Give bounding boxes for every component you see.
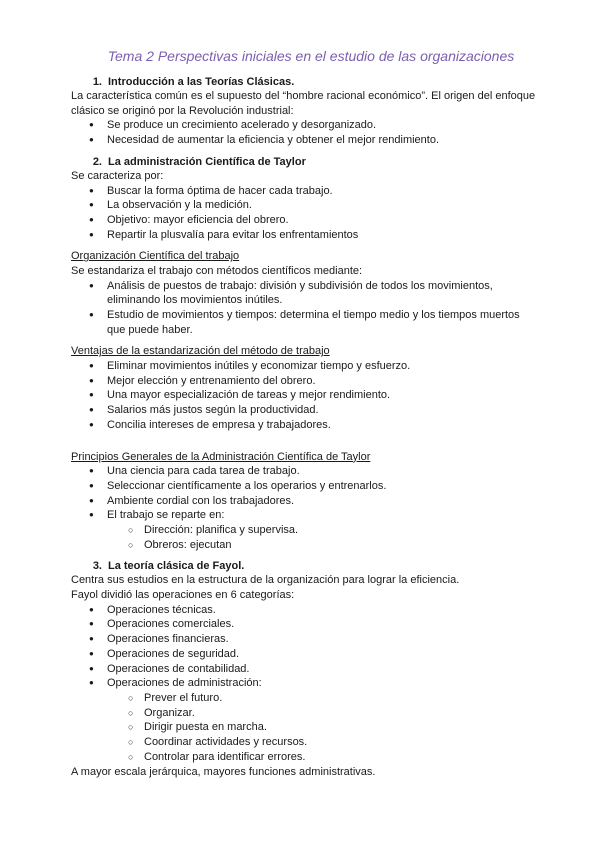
list-item: ● Operaciones de seguridad. <box>71 647 541 662</box>
list-item: ● El trabajo se reparte en: <box>71 508 541 523</box>
list-item: ● Operaciones financieras. <box>71 632 541 647</box>
list-item: ● La observación y la medición. <box>71 198 541 213</box>
list-item: ● Concilia intereses de empresa y trabajadores. <box>71 418 541 433</box>
list-item: ● Análisis de puestos de trabajo: división y subdivisión de todos los movimientos, eliminando los movimientos inútiles. <box>71 279 541 308</box>
sub-list-item: ○ Dirección: planifica y supervisa. <box>71 523 541 538</box>
list-item: ● Mejor elección y entrenamiento del obrero. <box>71 374 541 389</box>
list-item: ● Salarios más justos según la productividad. <box>71 403 541 418</box>
principios-sublist <box>71 523 541 552</box>
ventajas-list <box>71 359 541 433</box>
list-item: ● Una mayor especialización de tareas y mejor rendimiento. <box>71 388 541 403</box>
list-item: ● Operaciones de contabilidad. <box>71 662 541 677</box>
section-3-paragraph-1: Centra sus estudios en la estructura de la organización para lograr la eficiencia. <box>71 574 460 587</box>
sub-list-item: ○ Prever el futuro. <box>71 691 541 706</box>
section-3-list <box>71 603 541 691</box>
section-3-closing: A mayor escala jerárquica, mayores funciones administrativas. <box>71 765 376 778</box>
principios-subheading: Principios Generales de la Administración Científica de Taylor <box>71 450 371 463</box>
list-item: ● Necesidad de aumentar la eficiencia y obtener el mejor rendimiento. <box>71 133 541 148</box>
sub-list-item: ○ Obreros: ejecutan <box>71 538 541 553</box>
sub-list-item: ○ Dirigir puesta en marcha. <box>71 720 541 735</box>
section-1-number: 1. <box>92 76 102 88</box>
section-1-heading <box>71 75 541 89</box>
section-3-paragraph-2: Fayol dividió las operaciones en 6 categorías: <box>71 589 295 602</box>
list-item: ● Una ciencia para cada tarea de trabajo. <box>71 464 541 479</box>
section-3-title: La teoría clásica de Fayol. <box>108 560 245 573</box>
sub-list-item: ○ Organizar. <box>71 706 541 721</box>
document-page <box>71 48 541 779</box>
list-item: ● Buscar la forma óptima de hacer cada trabajo. <box>71 184 541 199</box>
org-list <box>71 279 541 338</box>
org-intro: Se estandariza el trabajo con métodos científicos mediante: <box>71 264 363 277</box>
section-2-heading <box>71 155 541 169</box>
list-item: ● Repartir la plusvalía para evitar los enfrentamientos <box>71 228 541 243</box>
list-item: ● Objetivo: mayor eficiencia del obrero. <box>71 213 541 228</box>
section-3-sublist <box>71 691 541 765</box>
list-item: ● Operaciones técnicas. <box>71 603 541 618</box>
section-2-number: 2. <box>92 155 102 168</box>
section-1-paragraph: La característica común es el supuesto del “hombre racional económico”. El origen del enfoque clásico se originó por la Revolución industrial: <box>71 90 536 117</box>
list-item: ● Operaciones comerciales. <box>71 617 541 632</box>
list-item: ● Se produce un crecimiento acelerado y desorganizado. <box>71 118 541 133</box>
sub-list-item: ○ Coordinar actividades y recursos. <box>71 735 541 750</box>
section-2-intro: Se caracteriza por: <box>71 169 164 182</box>
section-3-heading <box>71 559 541 573</box>
section-3-number: 3. <box>92 560 102 573</box>
section-1-title: Introducción a las Teorías Clásicas. <box>108 76 295 88</box>
list-item: ● Seleccionar científicamente a los operarios y entrenarlos. <box>71 479 541 494</box>
principios-list <box>71 464 541 523</box>
sub-list-item: ○ Controlar para identificar errores. <box>71 750 541 765</box>
list-item: ● Ambiente cordial con los trabajadores. <box>71 494 541 509</box>
section-1-list <box>71 118 541 147</box>
list-item: ● Estudio de movimientos y tiempos: determina el tiempo medio y los tiempos muertos que puede haber. <box>71 308 541 337</box>
org-subheading: Organización Científica del trabajo <box>71 250 240 263</box>
document-title: Tema 2 Perspectivas iniciales en el estudio de las organizaciones <box>107 48 515 64</box>
ventajas-subheading: Ventajas de la estandarización del método de trabajo <box>71 345 330 358</box>
section-2-list <box>71 184 541 243</box>
list-item: ● Eliminar movimientos inútiles y economizar tiempo y esfuerzo. <box>71 359 541 374</box>
list-item: ● Operaciones de administración: <box>71 676 541 691</box>
section-2-title: La administración Científica de Taylor <box>108 155 306 168</box>
